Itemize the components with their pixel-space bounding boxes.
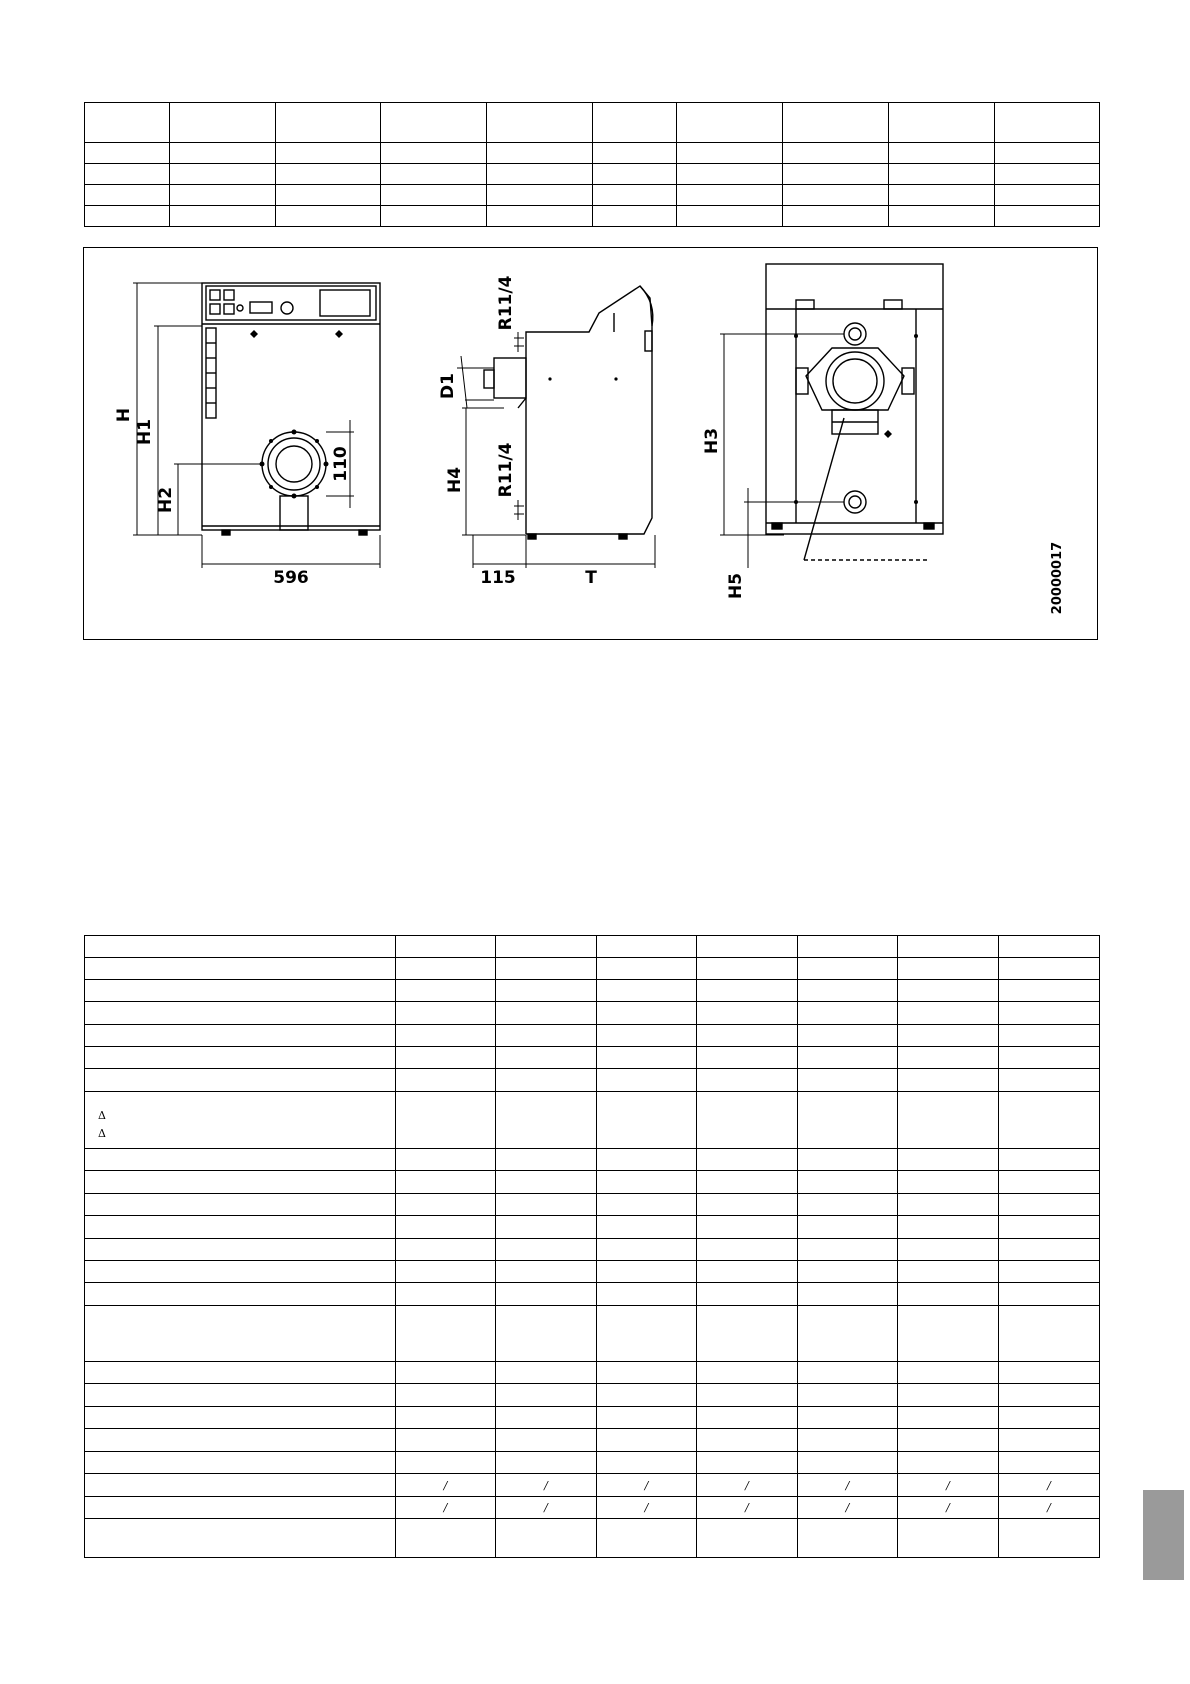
slash-cell: / [697,1497,798,1519]
slash-cell: / [999,1474,1100,1497]
label-r-upper: R11/4 [496,275,516,331]
spec-row [85,1407,1100,1429]
delta-symbol: Δ [98,1127,106,1140]
front-view [202,283,380,535]
boiler-drawing-panel [83,247,1098,640]
spec-row [85,1519,1100,1558]
spec-row [85,936,1100,958]
spec-row [85,1047,1100,1069]
spec-row [85,980,1100,1002]
label-h1: H1 [135,418,155,446]
slash-cell: / [798,1497,898,1519]
spec-row [85,1362,1100,1384]
drawing-number: 20000017 [1050,541,1065,615]
label-h5: H5 [726,572,746,600]
spec-row [85,1452,1100,1474]
slash-cell: / [898,1474,999,1497]
spec-table [84,935,1100,1558]
slash-cell: / [898,1497,999,1519]
spec-row [85,1149,1100,1171]
slash-cell: / [396,1497,496,1519]
label-h3: H3 [702,427,722,455]
label-h4: H4 [445,466,465,494]
slash-cell: / [496,1497,597,1519]
boiler-drawing [84,248,1099,641]
spec-row-slash [85,1474,1100,1497]
spec-row [85,1283,1100,1306]
label-width-596: 596 [273,568,309,588]
slash-cell: / [496,1474,597,1497]
dimension-table-row [85,185,1100,206]
spec-row [85,1239,1100,1261]
spec-row [85,1025,1100,1047]
spec-row [85,1171,1100,1194]
spec-row [85,1002,1100,1025]
slash-cell: / [396,1474,496,1497]
dimension-table-row [85,143,1100,164]
spec-row-delta [85,1092,1100,1149]
slash-cell: / [999,1497,1100,1519]
slash-cell: / [697,1474,798,1497]
dimension-table-header [85,103,1100,143]
spec-row [85,958,1100,980]
spec-row [85,1429,1100,1452]
spec-row [85,1194,1100,1216]
page-tab-marker [1143,1490,1184,1580]
label-h: H [114,407,134,423]
spec-row [85,1261,1100,1283]
dimension-table-row [85,206,1100,227]
spec-row-slash [85,1497,1100,1519]
label-pipe-size: 110 [331,446,351,482]
slash-cell: / [798,1474,898,1497]
label-t: T [585,568,597,588]
label-d1: D1 [438,373,458,399]
label-offset-115: 115 [480,568,516,588]
label-r-lower: R11/4 [496,442,516,498]
slash-cell: / [597,1474,697,1497]
spec-row [85,1069,1100,1092]
delta-symbol: Δ [98,1109,106,1122]
spec-row [85,1216,1100,1239]
label-h2: H2 [156,486,176,514]
spec-row [85,1384,1100,1407]
dimension-table [84,102,1100,227]
rear-view [766,264,943,560]
spec-row [85,1306,1100,1362]
dimension-table-row [85,164,1100,185]
slash-cell: / [597,1497,697,1519]
